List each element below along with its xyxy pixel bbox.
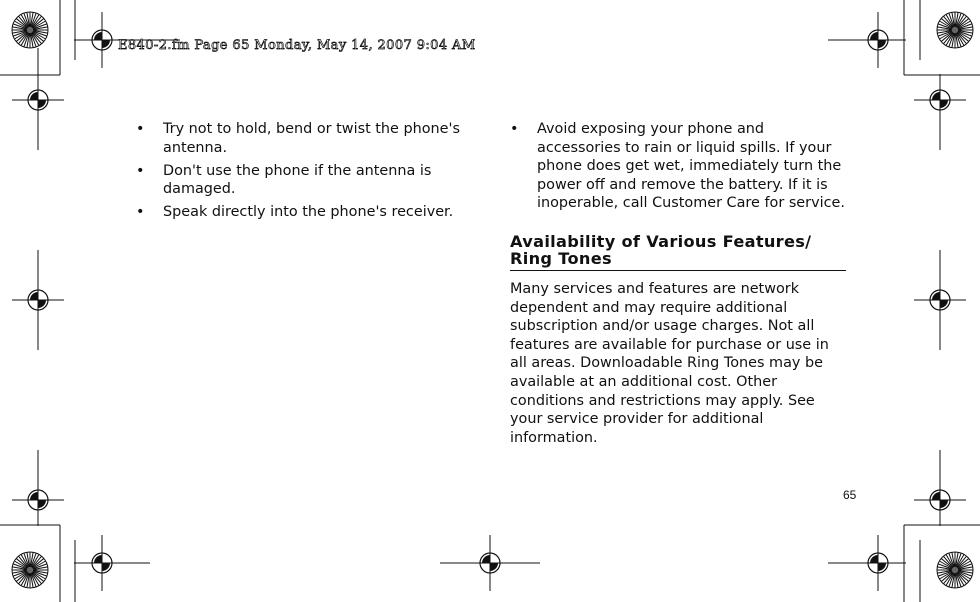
list-item [136, 203, 486, 222]
list-item [136, 162, 486, 199]
bullet-icon: • [136, 162, 145, 179]
bullet-icon: • [510, 121, 519, 137]
registration-target-icon [850, 12, 906, 68]
color-star-target-icon [937, 552, 973, 588]
list-item-text: Don't use the phone if the antenna is damaged. [163, 162, 432, 198]
left-column [136, 120, 486, 226]
list-item [136, 120, 486, 157]
left-bullet-list [136, 120, 486, 222]
list-item-text: Avoid exposing your phone and accessories to rain or liquid spills. If your phone does get wet, immediately turn the power off and remove the battery. If it is inoperable, call Customer Care for service. [537, 121, 845, 212]
page-number: 65 [843, 488, 857, 502]
list-item-text: Speak directly into the phone's receiver. [163, 204, 454, 221]
right-column [510, 120, 846, 447]
registration-target-icon [74, 535, 130, 591]
color-star-target-icon [937, 12, 973, 48]
bullet-icon: • [136, 204, 145, 221]
right-bullet-list [510, 120, 846, 213]
bullet-icon: • [136, 121, 145, 137]
registration-target-icon [12, 474, 64, 526]
color-star-target-icon [12, 552, 48, 588]
registration-target-icon [12, 74, 64, 126]
list-item [510, 120, 846, 213]
color-star-target-icon [12, 12, 48, 48]
registration-target-icon [462, 535, 518, 591]
list-item-text: Try not to hold, bend or twist the phone's antenna. [163, 121, 460, 156]
print-header-slug: E840-2.fm Page 65 Monday, May 14, 2007 9:04 AM [118, 38, 476, 53]
registration-target-icon [914, 74, 966, 126]
registration-target-icon [914, 274, 966, 326]
registration-target-icon [914, 474, 966, 526]
section-heading: Availability of Various Features/ Ring Tones [510, 233, 846, 271]
registration-target-icon [850, 535, 906, 591]
registration-target-icon [12, 274, 64, 326]
body-paragraph: Many services and features are network dependent and may require additional subscription and/or usage charges. Not all features are available for purchase or use in all areas. Downloadable Ring Tones may be available at an additional cost. Other conditions and restrictions may apply. See your service provider for additional information. [510, 280, 829, 446]
